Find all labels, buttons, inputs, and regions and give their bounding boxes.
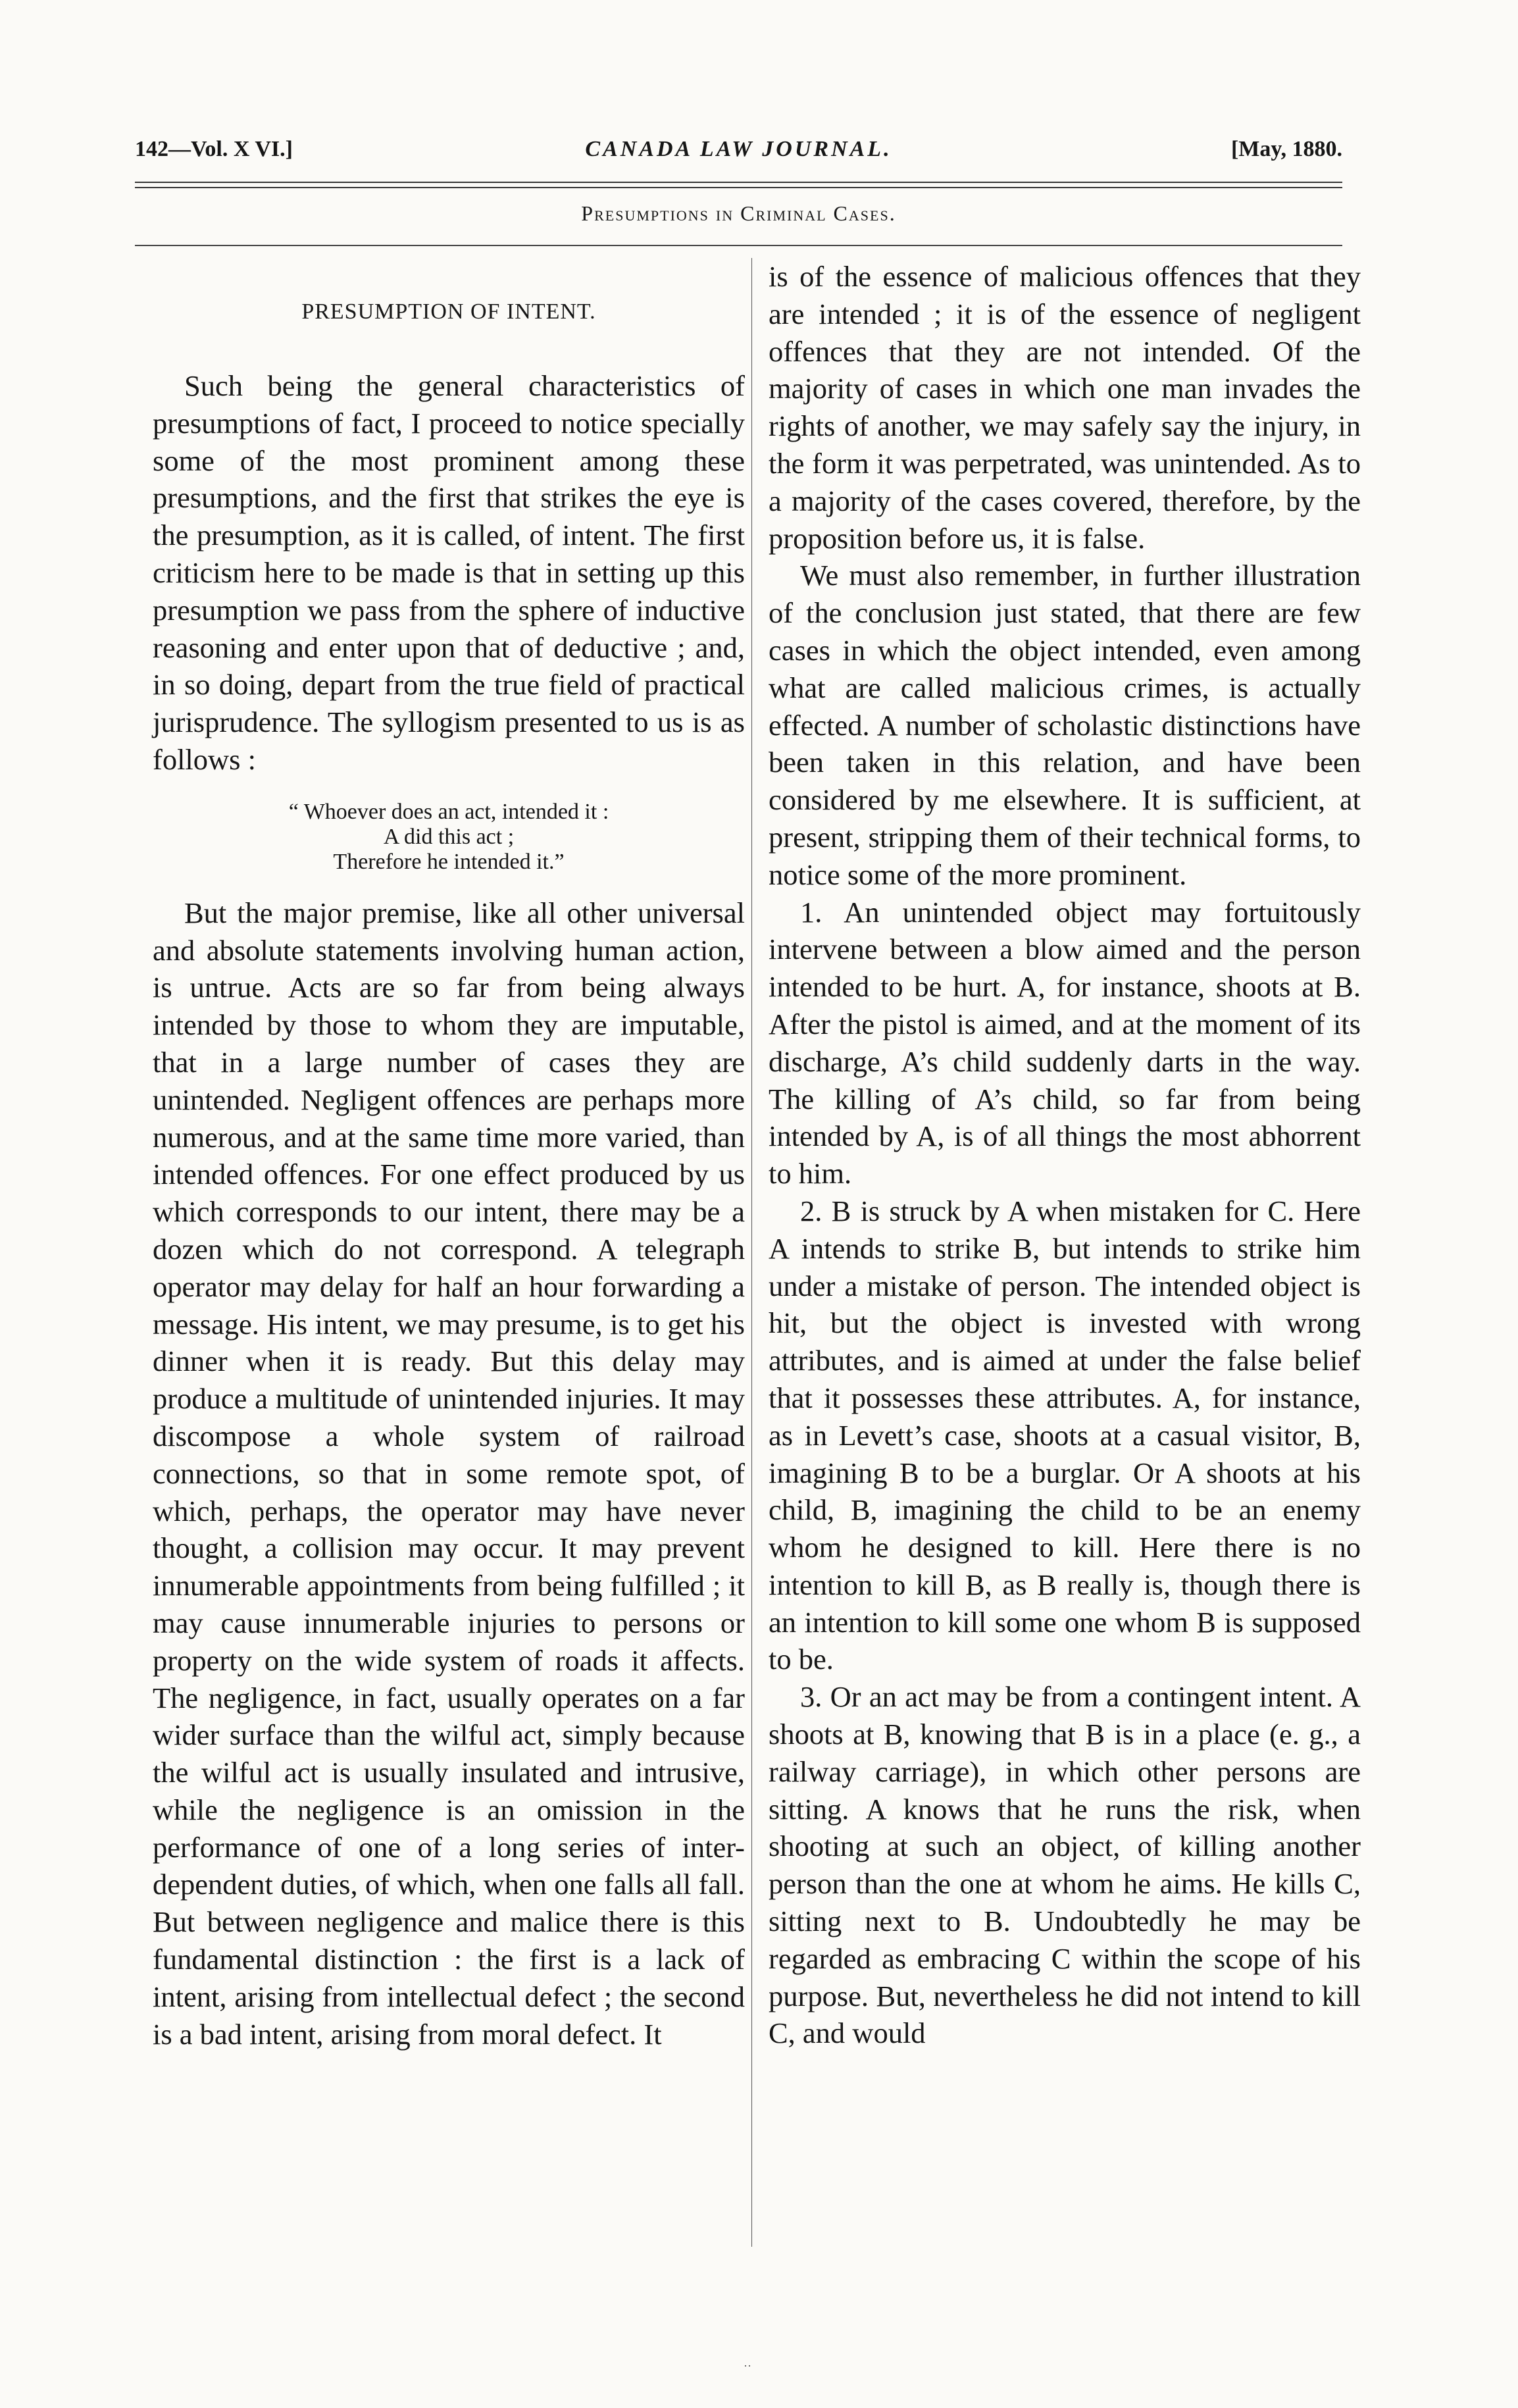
left-column — [153, 258, 745, 2053]
issue-date: [May, 1880. — [1230, 137, 1342, 161]
paragraph: 3. Or an act may be from a contingent intent. A shoots at B, knowing that B is in a place (e. g., a railway carriage), in which other persons are sitting. A knows that he runs the risk, when shooting at such an object, of killing another person than the one at whom he aims. He kills C, sitting next to B. Undoubtedly he may be regarded as embracing C within the scope of his purpose. But, nevertheless he did not intend to kill C, and would — [769, 1680, 1361, 2050]
paragraph: 1. An unintended object may fortuitously intervene between a blow aimed and the person intended to be hurt. A, for instance, shoots at B. After the pistol is aimed, and at the moment of its discharge, A’s child suddenly darts in the way. The killing of A’s child, so far from being intended by A, is of all things the most abhorrent to him. — [769, 895, 1361, 1191]
journal-title: CANADA LAW JOURNAL. — [585, 137, 892, 161]
column-divider — [751, 258, 752, 2247]
header-double-rule — [135, 182, 1342, 188]
paragraph: We must also remember, in further illustration of the conclusion just stated, that there are few cases in which the object intended, even among what are called malicious crimes, is actually effected. A number of scholastic distinctions have been taken in this relation, and have been considered by me elsewhere. It is sufficient, at present, stripping them of their technical forms, to notice some of the more prominent. — [769, 559, 1361, 891]
page-and-volume: 142—Vol. X VI.] — [135, 137, 293, 161]
paragraph: is of the essence of malicious offences that they are intended ; it is of the essence of negligent offences that they are not intended. Of the majority of cases in which one man invades the rights of another, we may safely say the injury, in the form it was perpetrated, was unintended. As to a majority of the cases covered, therefore, by the proposition before us, it is false. — [769, 260, 1361, 555]
section-rule — [135, 245, 1342, 246]
quote-line: “ Whoever does an act, intended it : — [288, 799, 609, 824]
right-column — [769, 258, 1361, 2052]
paragraph: 2. B is struck by A when mistaken for C. Here A intends to strike B, but intends to strike him under a mistake of person. The intended object is hit, but the object is invested with wrong attributes, and is aimed at under the false belief that it possesses these attributes. A, for instance, as in Levett’s case, shoots at a casual visitor, B, imagining B to be a burglar. Or A shoots at his child, B, imagining the child to be an enemy whom he designed to kill. Here there is no intention to kill B, as B really is, though there is an intention to kill some one whom B is supposed to be. — [769, 1194, 1361, 1676]
paragraph: Such being the general characteristics of presumptions of fact, I proceed to notice specially some of the most prominent among these presumptions, and the first that strikes the eye is the presumption, as it is called, of intent. The first criticism here to be made is that in setting up this presumption we pass from the sphere of inductive reasoning and enter upon that of deductive ; and, in so doing, depart from the true field of practical jurisprudence. The syllogism presented to us is as follows : — [153, 369, 745, 776]
section-title: Presumptions in Criminal Cases. — [581, 201, 896, 225]
running-head — [135, 137, 1342, 170]
print-mark: ·· — [744, 2359, 751, 2372]
paragraph: But the major premise, like all other universal and absolute statements involving human action, is untrue. Acts are so far from being always intended by those to whom they are imputable, that in a large number of cases they are unintended. Negligent offences are perhaps more numerous, and at the same time more varied, than intended offences. For one effect produced by us which corresponds to our intent, there may be a dozen which do not correspond. A telegraph operator may delay for half an hour forwarding a message. His intent, we may presume, is to get his dinner when it is ready. But this delay may produce a multitude of unintended injuries. It may discompose a whole system of railroad connections, so that in some remote spot, of which, perhaps, the operator may have never thought, a collision may occur. It may prevent innumerable appointments from being fulfilled ; it may cause innumerable injuries to persons or property on the wide system of roads it affects. The negligence, in fact, usually operates on a far wider surface than the wilful act, simply because the wilful act is usually insulated and intrusive, while the negligence is an omission in the performance of one of a long series of inter-dependent duties, of which, when one falls all fall. But between negligence and malice there is this fundamental distinction : the first is a lack of intent, arising from intellectual defect ; the second is a bad intent, arising from moral defect. It — [153, 896, 745, 2051]
quote-line: Therefore he intended it.” — [333, 849, 565, 874]
article-heading: PRESUMPTION OF INTENT. — [301, 299, 596, 324]
syllogism-quote — [153, 800, 745, 875]
quote-line: A did this act ; — [383, 824, 515, 849]
